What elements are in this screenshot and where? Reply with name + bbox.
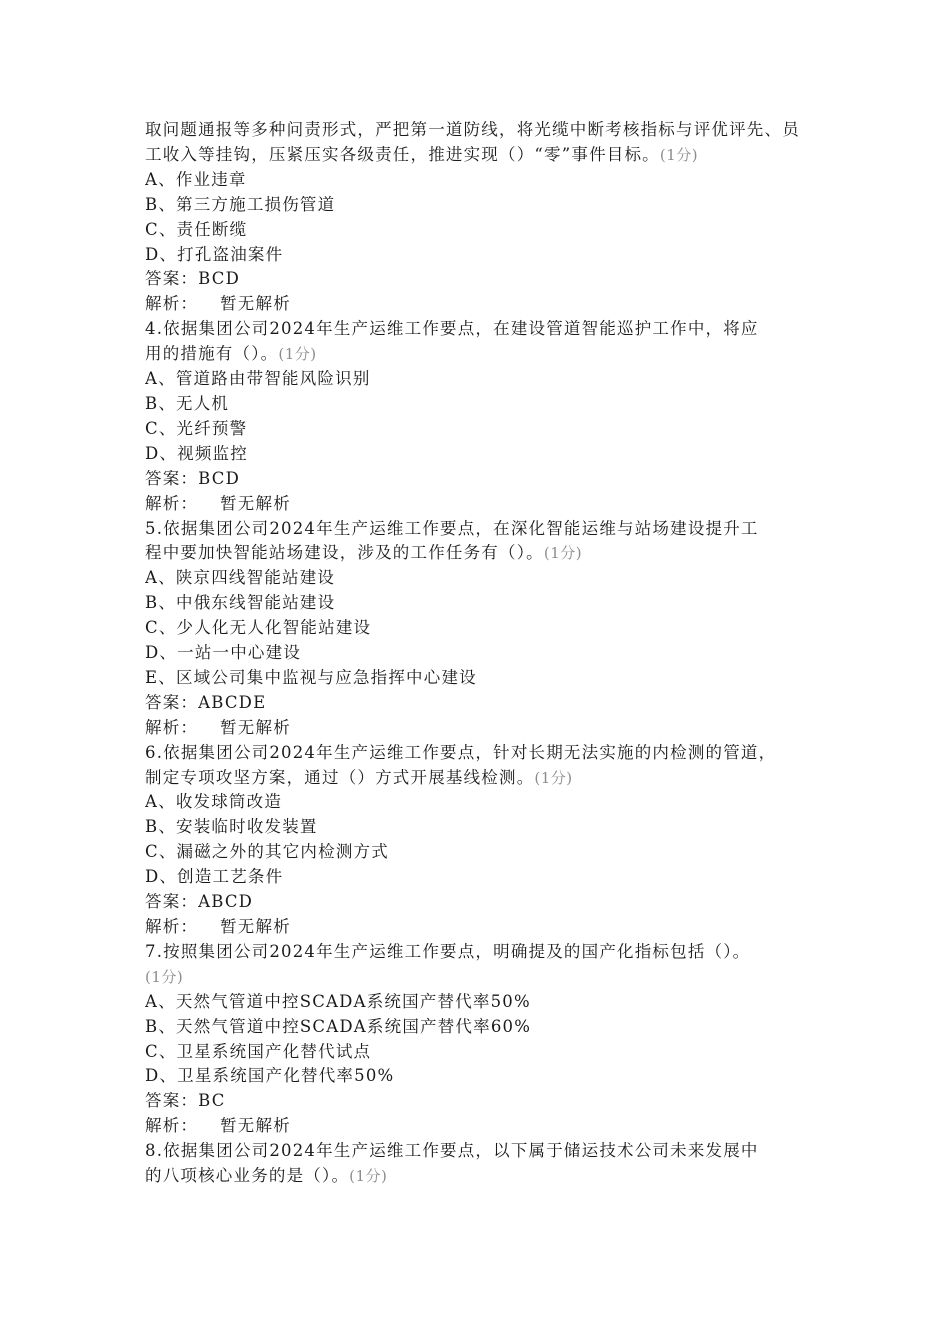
analysis-value: 暂无解析 [220, 493, 291, 513]
analysis-label: 解析： [145, 493, 199, 513]
question-3-text [145, 118, 810, 168]
question-7-line-2 [145, 965, 810, 990]
question-4-answer [145, 467, 810, 492]
answer-value: ABCD [198, 892, 254, 912]
question-4-option-a: A、管道路由带智能风险识别 [145, 369, 371, 389]
question-6-option-c: C、漏磁之外的其它内检测方式 [145, 842, 389, 862]
question-6-stem-end: 制定专项攻坚方案，通过（）方式开展基线检测。 [145, 767, 535, 787]
question-5-analysis [145, 716, 810, 741]
question-7-analysis [145, 1114, 810, 1139]
question-5-option-a: A、陕京四线智能站建设 [145, 568, 336, 588]
question-7-answer [145, 1089, 810, 1114]
question-3-score: (1分) [659, 145, 699, 164]
question-4-option-c: C、光纤预警 [145, 418, 248, 438]
question-6-option-d: D、创造工艺条件 [145, 867, 284, 887]
answer-value: BCD [198, 269, 240, 289]
question-4-analysis [145, 492, 810, 517]
question-3-option-d: D、打孔盗油案件 [145, 244, 284, 264]
answer-label: 答案： [145, 269, 199, 289]
analysis-value: 暂无解析 [220, 1116, 291, 1136]
question-6-option-a: A、收发球筒改造 [145, 792, 283, 812]
document-page [145, 118, 810, 1189]
question-8-line-2 [145, 1164, 810, 1189]
answer-label: 答案： [145, 468, 199, 488]
question-7-option-a: A、天然气管道中控SCADA系统国产替代率50% [145, 991, 531, 1011]
question-3-answer [145, 267, 810, 292]
question-6-line-2 [145, 766, 810, 791]
analysis-label: 解析： [145, 717, 199, 737]
answer-label: 答案： [145, 892, 199, 912]
analysis-label: 解析： [145, 917, 199, 936]
question-8-score: (1分) [349, 1167, 388, 1186]
question-5-line-2 [145, 541, 810, 566]
question-5-option-d: D、一站一中心建设 [145, 643, 302, 663]
question-3-stem: 取问题通报等多种问责形式，严把第一道防线，将光缆中断考核指标与评优评先、员工收入等挂钩，压紧压实各级责任，推进实现（）“零”事件目标。 [145, 120, 800, 164]
question-4-line-1: 4.依据集团公司2024年生产运维工作要点，在建设管道智能巡护工作中，将应 [145, 319, 759, 339]
question-6-option-b: B、安装临时收发装置 [145, 817, 318, 837]
answer-value: BC [198, 1091, 226, 1111]
analysis-value: 暂无解析 [220, 717, 291, 737]
analysis-label: 解析： [145, 1116, 199, 1136]
question-8-line-1: 8.依据集团公司2024年生产运维工作要点，以下属于储运技术公司未来发展中 [145, 1141, 759, 1161]
question-7-score: (1分) [145, 967, 184, 986]
question-5-option-e: E、区域公司集中监视与应急指挥中心建设 [145, 667, 477, 687]
answer-value: BCD [198, 468, 240, 488]
question-4-line-2 [145, 342, 810, 367]
question-3-option-c: C、责任断缆 [145, 219, 248, 239]
question-5-option-b: B、中俄东线智能站建设 [145, 593, 336, 613]
question-4-score: (1分) [278, 345, 317, 364]
question-7-option-b: B、天然气管道中控SCADA系统国产替代率60% [145, 1016, 532, 1036]
question-5-line-1: 5.依据集团公司2024年生产运维工作要点，在深化智能运维与站场建设提升工 [145, 518, 759, 538]
answer-label: 答案： [145, 692, 199, 712]
question-5-option-c: C、少人化无人化智能站建设 [145, 618, 372, 638]
analysis-value: 暂无解析 [220, 294, 291, 314]
question-4-option-b: B、无人机 [145, 393, 230, 413]
question-5-score: (1分) [543, 544, 583, 563]
question-8-stem-end: 的八项核心业务的是（）。 [145, 1166, 350, 1186]
question-3-option-b: B、第三方施工损伤管道 [145, 194, 336, 214]
question-5-answer [145, 691, 810, 716]
question-7-option-c: C、卫星系统国产化替代试点 [145, 1041, 372, 1061]
question-6-score: (1分) [534, 768, 573, 787]
answer-label: 答案： [145, 1091, 199, 1111]
analysis-label: 解析： [145, 294, 199, 314]
question-6-line-1: 6.依据集团公司2024年生产运维工作要点，针对长期无法实施的内检测的管道， [145, 742, 777, 762]
question-3-option-a: A、作业违章 [145, 169, 247, 189]
question-3-analysis [145, 292, 810, 317]
question-4-option-d: D、视频监控 [145, 443, 248, 463]
question-6-analysis [145, 915, 810, 940]
question-7-option-d: D、卫星系统国产化替代率50% [145, 1066, 395, 1086]
question-7-line-1: 7.按照集团公司2024年生产运维工作要点，明确提及的国产化指标包括（）。 [145, 941, 751, 961]
question-5-stem-end: 程中要加快智能站场建设，涉及的工作任务有（）。 [145, 543, 544, 563]
analysis-value: 暂无解析 [220, 917, 291, 936]
question-6-answer [145, 890, 810, 915]
answer-value: ABCDE [198, 692, 267, 712]
question-4-stem-end: 用的措施有（）。 [145, 344, 279, 364]
